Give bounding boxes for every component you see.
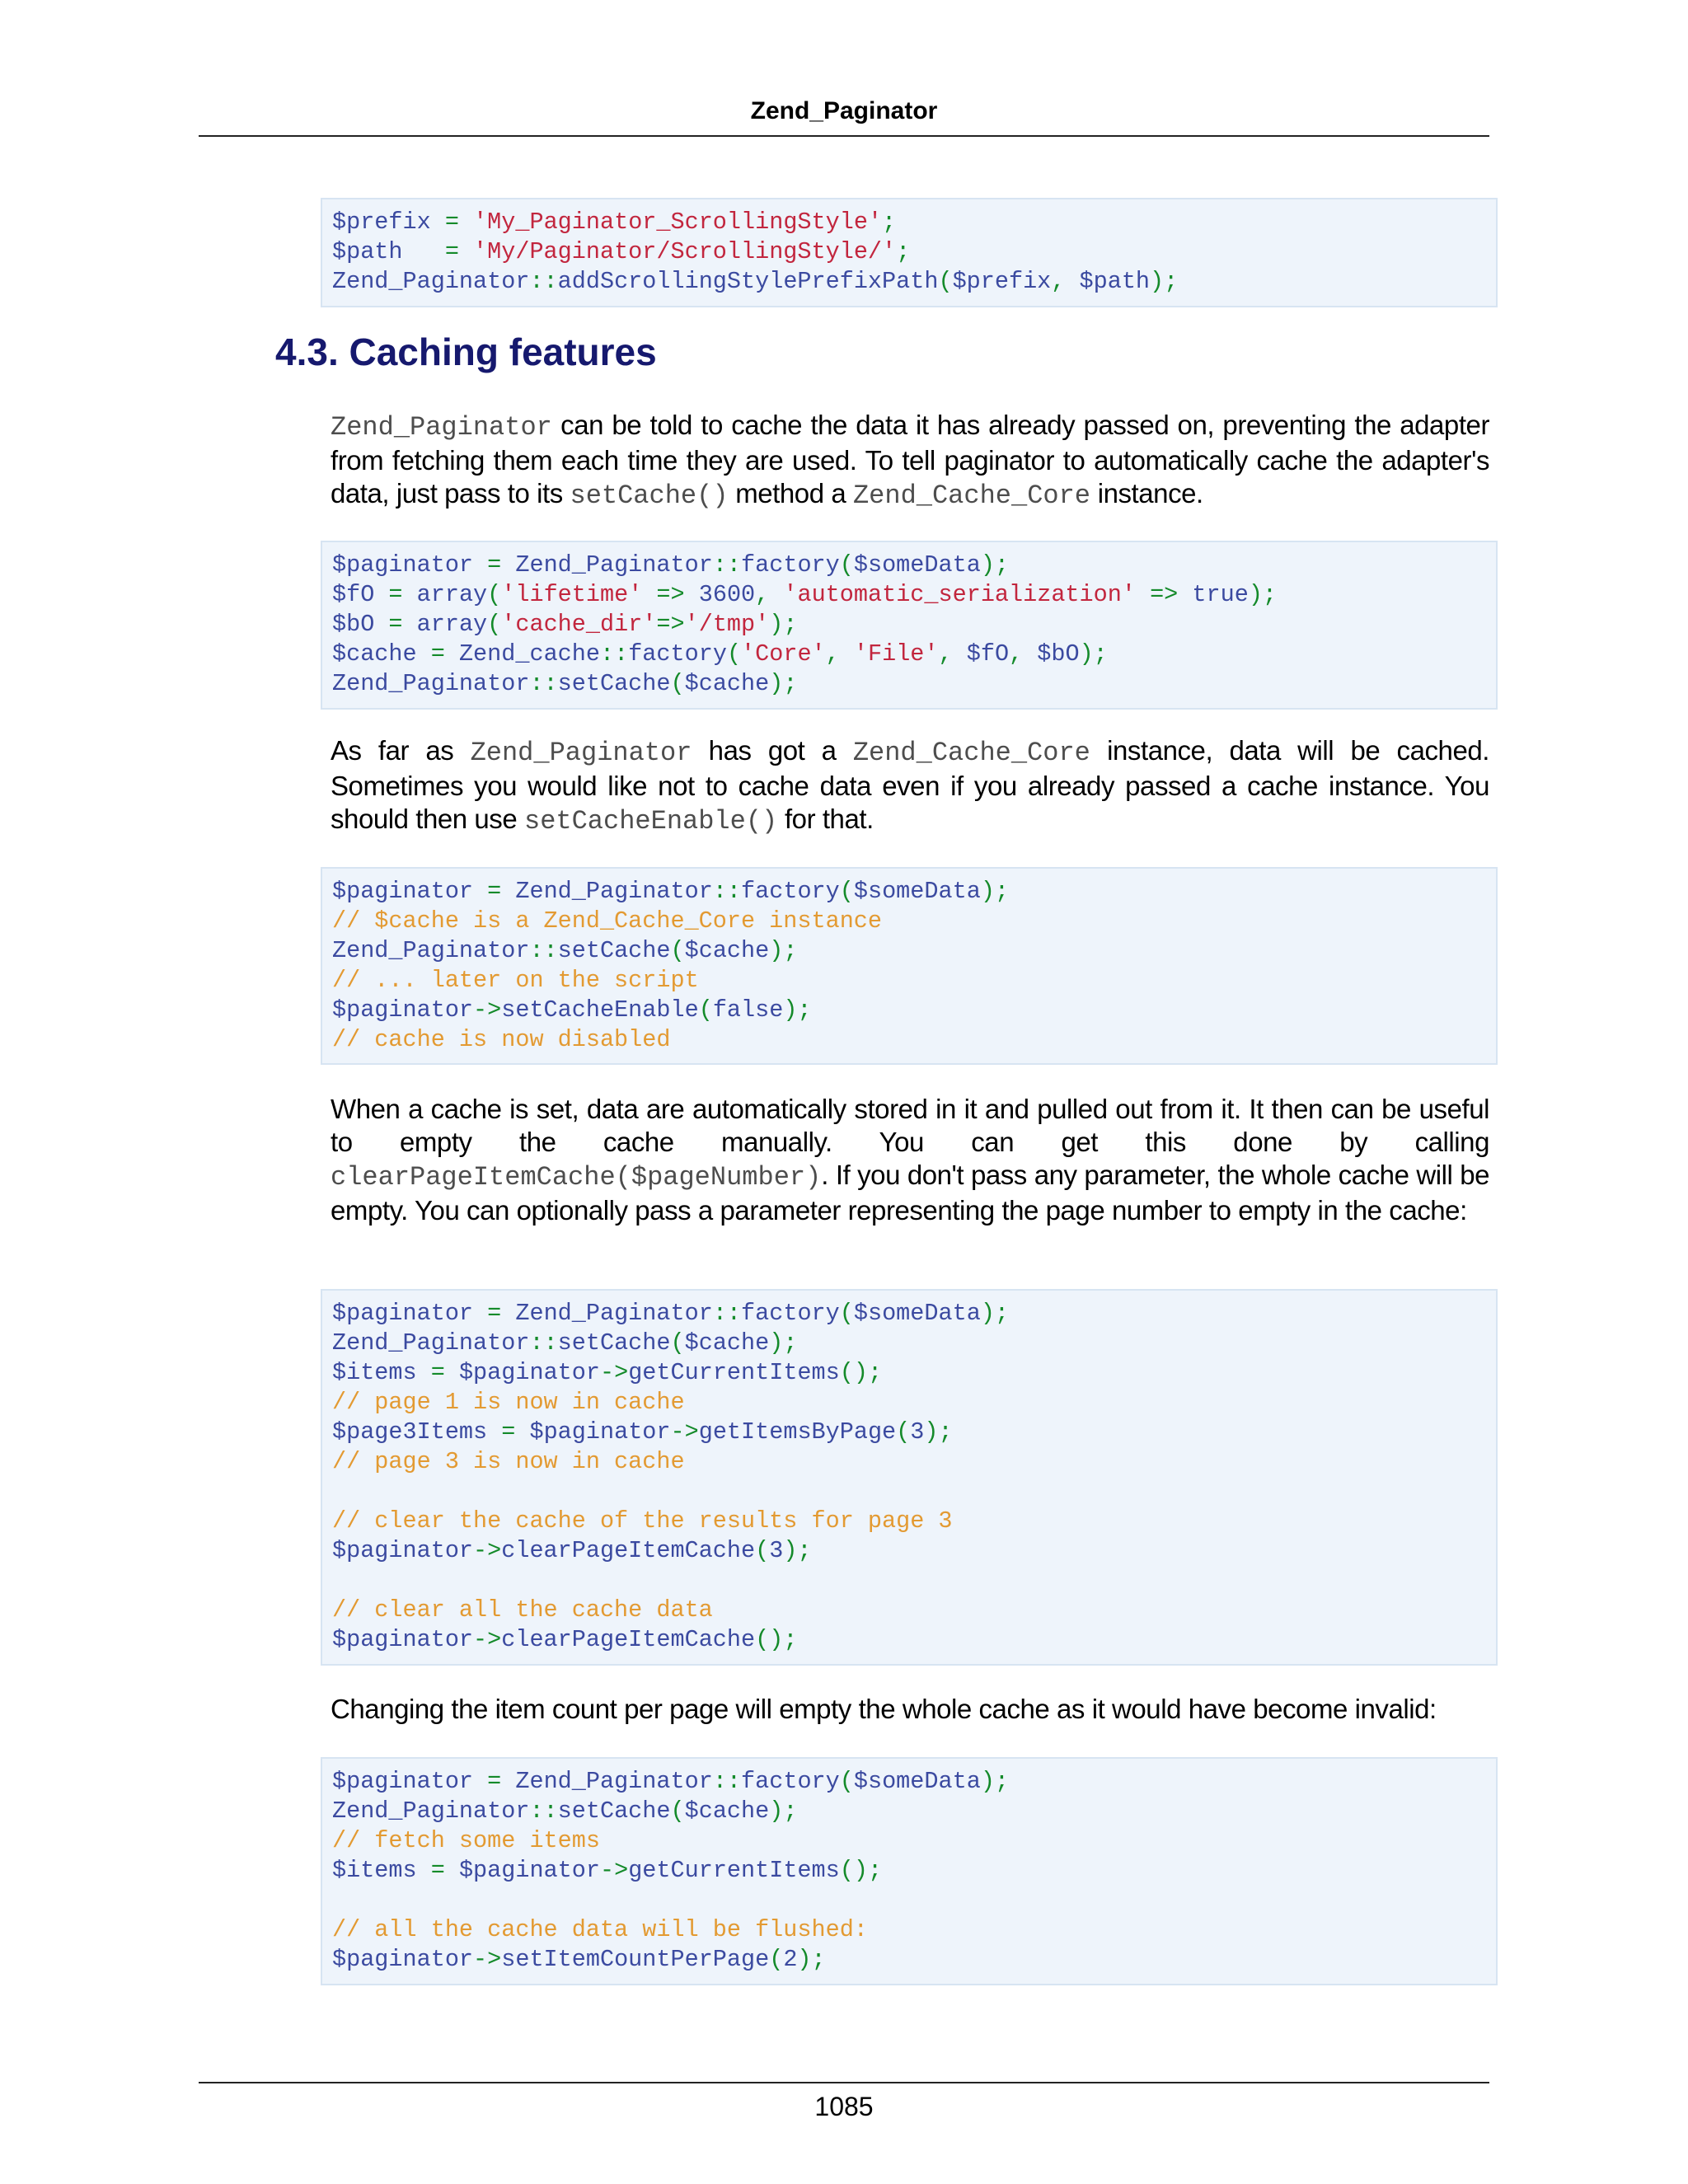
code-token: -> <box>473 1626 502 1653</box>
code-token: ( <box>670 1797 685 1825</box>
code-token: 3600 <box>698 581 756 608</box>
code-token: = <box>487 1768 502 1795</box>
code-token: ); <box>797 1946 826 1973</box>
inline-code: Zend_Paginator <box>331 412 552 443</box>
code-token: 'cache_dir' <box>501 611 657 638</box>
code-token: = <box>487 551 502 579</box>
code-token <box>642 581 656 608</box>
text-run: When a cache is set, data are automatically stored in it and pulled out from it. It then can be useful to empty the cache manually. You can get this done by calling <box>331 1094 1489 1157</box>
code-token: ); <box>783 1537 812 1564</box>
code-token: ); <box>769 1329 798 1357</box>
code-token: array <box>416 611 488 638</box>
code-line <box>332 1826 1486 1856</box>
code-token <box>1178 581 1192 608</box>
code-line <box>332 1536 1486 1566</box>
code-block-cache-enable <box>321 867 1498 1065</box>
code-token: 'automatic_serialization' <box>783 581 1136 608</box>
code-token: // clear all the cache data <box>332 1596 713 1624</box>
code-block-set-cache <box>321 541 1498 710</box>
code-token: = <box>430 1359 445 1386</box>
code-line <box>332 907 1486 936</box>
code-token <box>501 551 515 579</box>
code-token: $items <box>332 1857 417 1884</box>
code-token <box>459 209 473 236</box>
code-token: = <box>487 878 502 905</box>
code-line <box>332 1856 1486 1886</box>
code-token: :: <box>712 551 742 579</box>
code-line <box>332 1025 1486 1055</box>
code-token: :: <box>529 1329 558 1357</box>
code-token: $bO <box>1037 640 1080 668</box>
code-token: // page 1 is now in cache <box>332 1389 685 1416</box>
code-token: // cache is now disabled <box>332 1026 671 1053</box>
code-token: ); <box>980 1300 1010 1327</box>
inline-code: Zend_Paginator <box>470 738 692 768</box>
code-line <box>332 1507 1486 1536</box>
code-token: $bO <box>332 611 375 638</box>
code-token: false <box>712 996 784 1024</box>
code-token: , <box>1009 640 1038 668</box>
section-title: 4.3. Caching features <box>275 330 657 373</box>
code-token: factory <box>741 1300 840 1327</box>
text-run: instance, data will be cached. Sometimes you would like not to cache data even if you already passed a cache instance. You should then use <box>331 735 1489 834</box>
code-token: $paginator <box>332 1300 474 1327</box>
code-token: Zend_Paginator <box>332 1797 530 1825</box>
code-line <box>332 640 1486 669</box>
code-token: Zend_Paginator <box>332 937 530 964</box>
code-token: getItemsByPage <box>698 1418 897 1446</box>
code-block-clear-cache <box>321 1289 1498 1666</box>
code-token: :: <box>712 878 742 905</box>
code-token <box>501 878 515 905</box>
code-token: (); <box>839 1359 883 1386</box>
inline-code: Zend_Cache_Core <box>852 738 1090 768</box>
code-token: clearPageItemCache <box>501 1626 756 1653</box>
footer-rule <box>199 2082 1489 2083</box>
code-token <box>445 640 459 668</box>
paragraph-intro <box>331 409 1489 513</box>
page-number: 1085 <box>814 2092 874 2121</box>
code-token: clearPageItemCache <box>501 1537 756 1564</box>
code-token: ( <box>896 1418 911 1446</box>
code-token: // ... later on the script <box>332 967 699 994</box>
code-token: $fO <box>332 581 375 608</box>
code-token <box>417 1857 431 1884</box>
code-line <box>332 1388 1486 1418</box>
code-token: , <box>755 581 784 608</box>
code-token: Zend_Paginator <box>515 1300 713 1327</box>
code-token: => <box>656 611 685 638</box>
code-token <box>445 1857 459 1884</box>
code-token: 3 <box>910 1418 925 1446</box>
code-token: $page3Items <box>332 1418 488 1446</box>
code-token: ( <box>670 670 685 697</box>
code-block-item-count <box>321 1757 1498 1985</box>
code-token: $paginator <box>332 1768 474 1795</box>
code-token: ( <box>839 878 854 905</box>
code-token: Zend_Paginator <box>332 670 530 697</box>
code-token <box>487 1418 501 1446</box>
running-header: Zend_Paginator <box>750 97 938 124</box>
text-run: method a <box>728 478 853 509</box>
code-token <box>473 1300 487 1327</box>
code-token: = <box>430 640 445 668</box>
code-line <box>332 1625 1486 1655</box>
code-line <box>332 1329 1486 1358</box>
code-line <box>332 1797 1486 1826</box>
code-token: = <box>501 1418 516 1446</box>
code-token: -> <box>473 1946 502 1973</box>
code-token: (); <box>839 1857 883 1884</box>
code-token: :: <box>529 268 558 295</box>
code-token <box>501 1300 515 1327</box>
code-token: getCurrentItems <box>628 1857 840 1884</box>
code-token: $paginator <box>458 1857 600 1884</box>
code-token: -> <box>473 1537 502 1564</box>
code-token: factory <box>741 551 840 579</box>
code-line <box>332 267 1486 297</box>
code-line <box>332 610 1486 640</box>
code-token: ( <box>670 937 685 964</box>
paragraph-clear-cache <box>331 1093 1489 1227</box>
code-token: ); <box>769 670 798 697</box>
code-token: $prefix <box>332 209 431 236</box>
code-line <box>332 669 1486 699</box>
code-token: $paginator <box>332 878 474 905</box>
code-token: -> <box>473 996 502 1024</box>
text-run: instance. <box>1090 478 1203 509</box>
code-token <box>403 611 417 638</box>
code-token: setCache <box>557 670 671 697</box>
code-token: // clear the cache of the results for page 3 <box>332 1507 953 1535</box>
code-token <box>403 238 445 265</box>
code-token: = <box>388 581 403 608</box>
code-line <box>332 1447 1486 1477</box>
code-token <box>445 1359 459 1386</box>
code-token: $paginator <box>332 551 474 579</box>
code-token: => <box>1150 581 1179 608</box>
header-rule <box>199 135 1489 137</box>
code-token <box>1136 581 1150 608</box>
text-run: has got a <box>692 735 853 766</box>
code-token: => <box>656 581 685 608</box>
code-token: ); <box>924 1418 953 1446</box>
inline-code: clearPageItemCache($pageNumber) <box>331 1162 822 1193</box>
code-token: Zend_Paginator <box>515 1768 713 1795</box>
code-token: ); <box>769 937 798 964</box>
text-run: can be told to cache the data it has already passed on, preventing the adapter from fetching them each time they are used. To tell paginator to automatically cache the adapter's data, just pass to its <box>331 410 1489 509</box>
code-token: , <box>825 640 854 668</box>
code-token <box>417 1359 431 1386</box>
code-block-scrolling-style-prefix <box>321 198 1498 307</box>
code-line <box>332 1358 1486 1388</box>
code-token: $paginator <box>529 1418 671 1446</box>
code-line <box>332 1945 1486 1975</box>
code-token: addScrollingStylePrefixPath <box>557 268 939 295</box>
code-token: factory <box>628 640 727 668</box>
code-token: ( <box>698 996 713 1024</box>
code-token: ); <box>769 611 798 638</box>
code-token: 'File' <box>853 640 939 668</box>
code-token: $cache <box>332 640 417 668</box>
code-token: :: <box>599 640 629 668</box>
code-token: -> <box>599 1359 629 1386</box>
code-token <box>403 581 417 608</box>
code-token: ); <box>980 1768 1010 1795</box>
code-token: $paginator <box>332 1946 474 1973</box>
code-token: ); <box>769 1797 798 1825</box>
code-token: $someData <box>853 1768 981 1795</box>
inline-code: setCache() <box>570 480 729 511</box>
code-token: // fetch some items <box>332 1827 600 1854</box>
code-token <box>374 611 388 638</box>
code-token <box>431 209 445 236</box>
code-token: 2 <box>783 1946 798 1973</box>
code-token: $paginator <box>458 1359 600 1386</box>
code-token <box>459 238 473 265</box>
paragraph-cache-enable <box>331 734 1489 838</box>
code-token <box>473 551 487 579</box>
code-token: Zend_Paginator <box>332 268 530 295</box>
text-run: . If you don't pass any parameter, the whole cache will be empty. You can optionally pass a parameter representing the page number to empty in the cache: <box>331 1160 1489 1226</box>
code-token: :: <box>712 1300 742 1327</box>
code-token <box>417 640 431 668</box>
code-token: '/tmp' <box>684 611 770 638</box>
code-token: , <box>938 640 967 668</box>
code-token: , <box>1051 268 1080 295</box>
code-token: // all the cache data will be flushed: <box>332 1916 868 1943</box>
code-token: ( <box>769 1946 784 1973</box>
code-token: ; <box>896 238 911 265</box>
code-line <box>332 1596 1486 1625</box>
code-token: -> <box>670 1418 699 1446</box>
code-line <box>332 580 1486 610</box>
code-token: $path <box>332 238 403 265</box>
code-token: Zend_cache <box>458 640 600 668</box>
code-token: $cache <box>684 937 770 964</box>
code-token: $path <box>1079 268 1151 295</box>
text-run: for that. <box>777 804 874 834</box>
code-token <box>473 1768 487 1795</box>
code-line <box>332 1915 1486 1945</box>
code-token: $paginator <box>332 1537 474 1564</box>
code-token <box>473 878 487 905</box>
code-token: setCache <box>557 1329 671 1357</box>
inline-code: setCacheEnable() <box>523 806 778 837</box>
code-token: 'Core' <box>741 640 826 668</box>
code-token: $cache <box>684 1797 770 1825</box>
code-token: factory <box>741 1768 840 1795</box>
code-token: :: <box>529 937 558 964</box>
code-token: Zend_Paginator <box>515 878 713 905</box>
paragraph-item-count <box>331 1693 1489 1726</box>
code-token: $fO <box>966 640 1010 668</box>
code-token: setItemCountPerPage <box>501 1946 770 1973</box>
code-line <box>332 966 1486 996</box>
code-token: 'My_Paginator_ScrollingStyle' <box>473 209 883 236</box>
code-token: ; <box>882 209 897 236</box>
code-token: (); <box>755 1626 798 1653</box>
code-line <box>332 936 1486 966</box>
code-line <box>332 208 1486 237</box>
code-token: setCacheEnable <box>501 996 699 1024</box>
code-token: $cache <box>684 670 770 697</box>
inline-code: Zend_Cache_Core <box>852 480 1090 511</box>
code-token: $someData <box>853 878 981 905</box>
code-token: -> <box>599 1857 629 1884</box>
code-token: Zend_Paginator <box>515 551 713 579</box>
code-token: setCache <box>557 1797 671 1825</box>
code-token: = <box>388 611 403 638</box>
code-token: :: <box>712 1768 742 1795</box>
code-token: Zend_Paginator <box>332 1329 530 1357</box>
code-token: $items <box>332 1359 417 1386</box>
code-token: ( <box>487 581 502 608</box>
code-line <box>332 1477 1486 1507</box>
code-line <box>332 1767 1486 1797</box>
code-token: ( <box>726 640 742 668</box>
text-run: Changing the item count per page will empty the whole cache as it would have become invalid: <box>331 1694 1437 1724</box>
code-line <box>332 551 1486 580</box>
code-token: ); <box>1079 640 1108 668</box>
code-line <box>332 1299 1486 1329</box>
code-token: factory <box>741 878 840 905</box>
code-token: ( <box>755 1537 770 1564</box>
text-run: As far as <box>331 735 471 766</box>
code-token: setCache <box>557 937 671 964</box>
code-token: 'lifetime' <box>501 581 643 608</box>
code-token: ( <box>487 611 502 638</box>
code-token: :: <box>529 1797 558 1825</box>
code-token: ( <box>839 551 854 579</box>
code-token: = <box>444 238 459 265</box>
code-token: = <box>444 209 459 236</box>
code-token: ( <box>839 1768 854 1795</box>
code-token: getCurrentItems <box>628 1359 840 1386</box>
code-line <box>332 877 1486 907</box>
code-token: array <box>416 581 488 608</box>
code-token: 'My/Paginator/ScrollingStyle/' <box>473 238 897 265</box>
code-token: ); <box>1150 268 1179 295</box>
code-token: // page 3 is now in cache <box>332 1448 685 1475</box>
code-token <box>501 1768 515 1795</box>
code-token: :: <box>529 670 558 697</box>
code-token: ( <box>938 268 953 295</box>
code-token: ); <box>783 996 812 1024</box>
code-token <box>685 581 699 608</box>
code-token: $cache <box>684 1329 770 1357</box>
code-token: $someData <box>853 1300 981 1327</box>
code-token: $paginator <box>332 996 474 1024</box>
code-token: ( <box>839 1300 854 1327</box>
code-token: = <box>487 1300 502 1327</box>
code-line <box>332 1418 1486 1447</box>
code-line <box>332 996 1486 1025</box>
code-token: ); <box>980 551 1010 579</box>
code-token: $paginator <box>332 1626 474 1653</box>
code-token: ); <box>980 878 1010 905</box>
code-line <box>332 1886 1486 1915</box>
code-line <box>332 237 1486 267</box>
code-token: $prefix <box>952 268 1052 295</box>
code-token <box>374 581 388 608</box>
code-token: true <box>1192 581 1249 608</box>
code-token: // $cache is a Zend_Cache_Core instance <box>332 907 883 935</box>
code-token: ( <box>670 1329 685 1357</box>
code-token: $someData <box>853 551 981 579</box>
code-token: 3 <box>769 1537 784 1564</box>
code-token: ); <box>1248 581 1278 608</box>
code-token: = <box>430 1857 445 1884</box>
code-token <box>515 1418 529 1446</box>
code-line <box>332 1566 1486 1596</box>
